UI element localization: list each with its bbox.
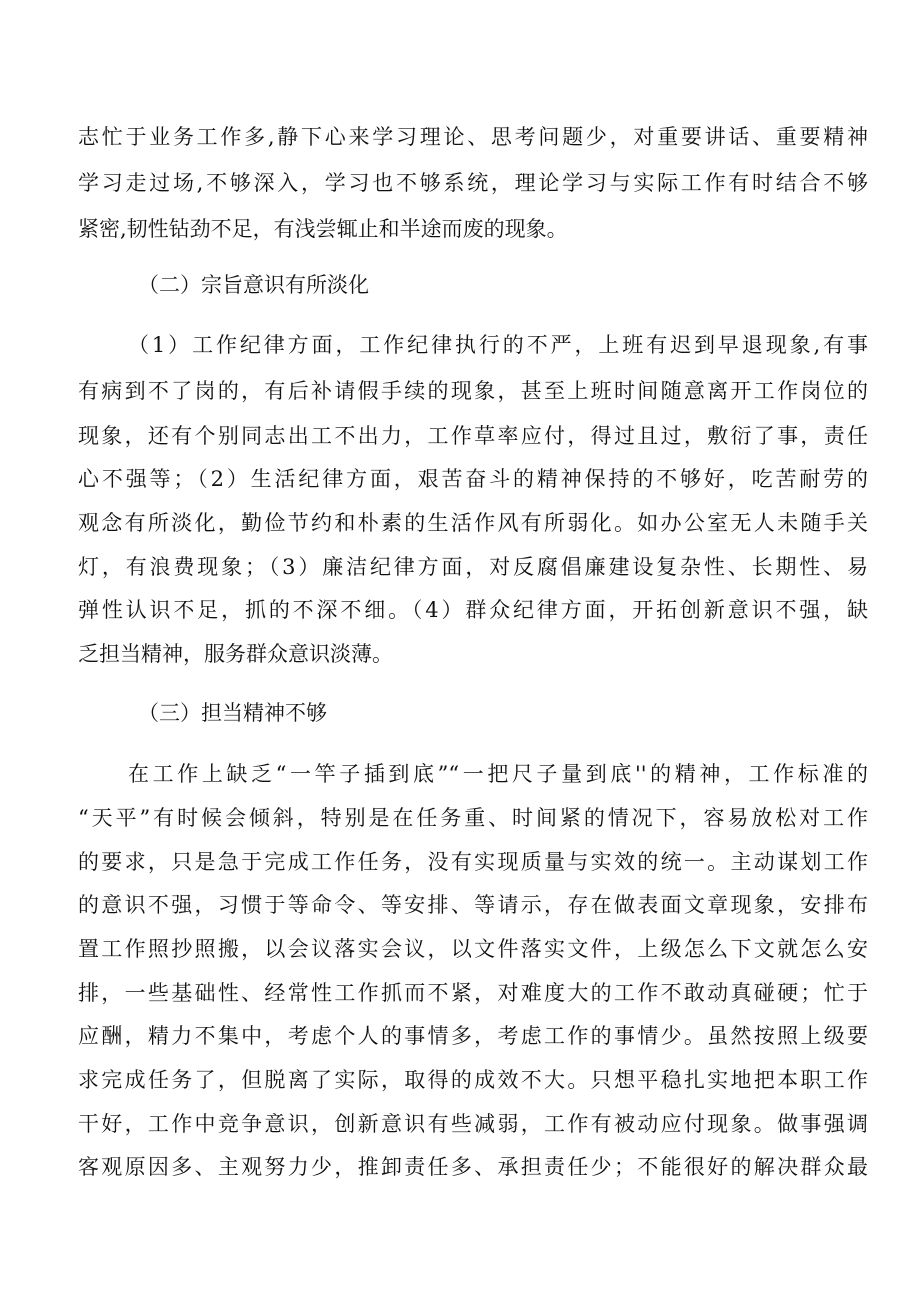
paragraph-3-line-4: 的意识不强，习惯于等命令、等安排、等请示，存在做表面文章现象，安排布: [78, 893, 868, 917]
paragraph-2-line-5: 观念有所淡化，勤俭节约和朴素的生活作风有所弱化。如办公室无人未随手关: [78, 511, 868, 535]
paragraph-2-line-3: 现象，还有个别同志出工不出力，工作草率应付，得过且过，敷衍了事，责任: [78, 424, 868, 448]
paragraph-2-line-7: 弹性认识不足，抓的不深不细。（4）群众纪律方面，开拓创新意识不强，缺: [78, 598, 868, 622]
paragraph-3-line-5: 置工作照抄照搬，以会议落实会议，以文件落实文件，上级怎么下文就怎么安: [78, 937, 868, 961]
paragraph-3-line-6: 排，一些基础性、经常性工作抓而不紧，对难度大的工作不敢动真碰硬；忙于: [78, 981, 868, 1005]
paragraph-2-line-1: （1）工作纪律方面，工作纪律执行的不严，上班有迟到早退现象,有事: [128, 333, 868, 357]
paragraph-3-line-2: “天平”有时候会倾斜，特别是在任务重、时间紧的情况下，容易放松对工作: [78, 806, 868, 830]
paragraph-1-line-2: 学习走过场,不够深入，学习也不够系统，理论学习与实际工作有时结合不够: [78, 171, 868, 195]
paragraph-2-line-2: 有病到不了岗的，有后补请假手续的现象，甚至上班时间随意离开工作岗位的: [78, 379, 868, 403]
section-heading-3: （三）担当精神不够: [138, 701, 327, 725]
paragraph-3-line-8: 求完成任务了，但脱离了实际，取得的成效不大。只想平稳扎实地把本职工作: [78, 1068, 868, 1092]
paragraph-2-line-4: 心不强等；（2）生活纪律方面，艰苦奋斗的精神保持的不够好，吃苦耐劳的: [78, 467, 868, 491]
paragraph-3-line-10: 客观原因多、主观努力少，推卸责任多、承担责任少；不能很好的解决群众最: [78, 1155, 868, 1179]
paragraph-2-line-8: 乏担当精神，服务群众意识淡薄。: [78, 642, 393, 666]
paragraph-3-line-9: 干好，工作中竞争意识，创新意识有些减弱，工作有被动应付现象。做事强调: [78, 1112, 868, 1136]
paragraph-3-line-3: 的要求，只是急于完成工作任务，没有实现质量与实效的统一。主动谋划工作: [78, 850, 868, 874]
paragraph-1-line-1: 志忙于业务工作多,静下心来学习理论、思考问题少，对重要讲话、重要精神: [78, 125, 868, 149]
paragraph-1-line-3: 紧密,韧性钻劲不足，有浅尝辄止和半途而废的现象。: [78, 217, 568, 241]
paragraph-3-line-7: 应酬，精力不集中，考虑个人的事情多，考虑工作的事情少。虽然按照上级要: [78, 1024, 868, 1048]
paragraph-3-line-1: 在工作上缺乏“一竿子插到底”“一把尺子量到底''的精神，工作标准的: [128, 762, 868, 786]
section-heading-2: （二）宗旨意识有所淡化: [138, 273, 369, 297]
paragraph-2-line-6: 灯，有浪费现象；（3）廉洁纪律方面，对反腐倡廉建设复杂性、长期性、易: [78, 555, 868, 579]
